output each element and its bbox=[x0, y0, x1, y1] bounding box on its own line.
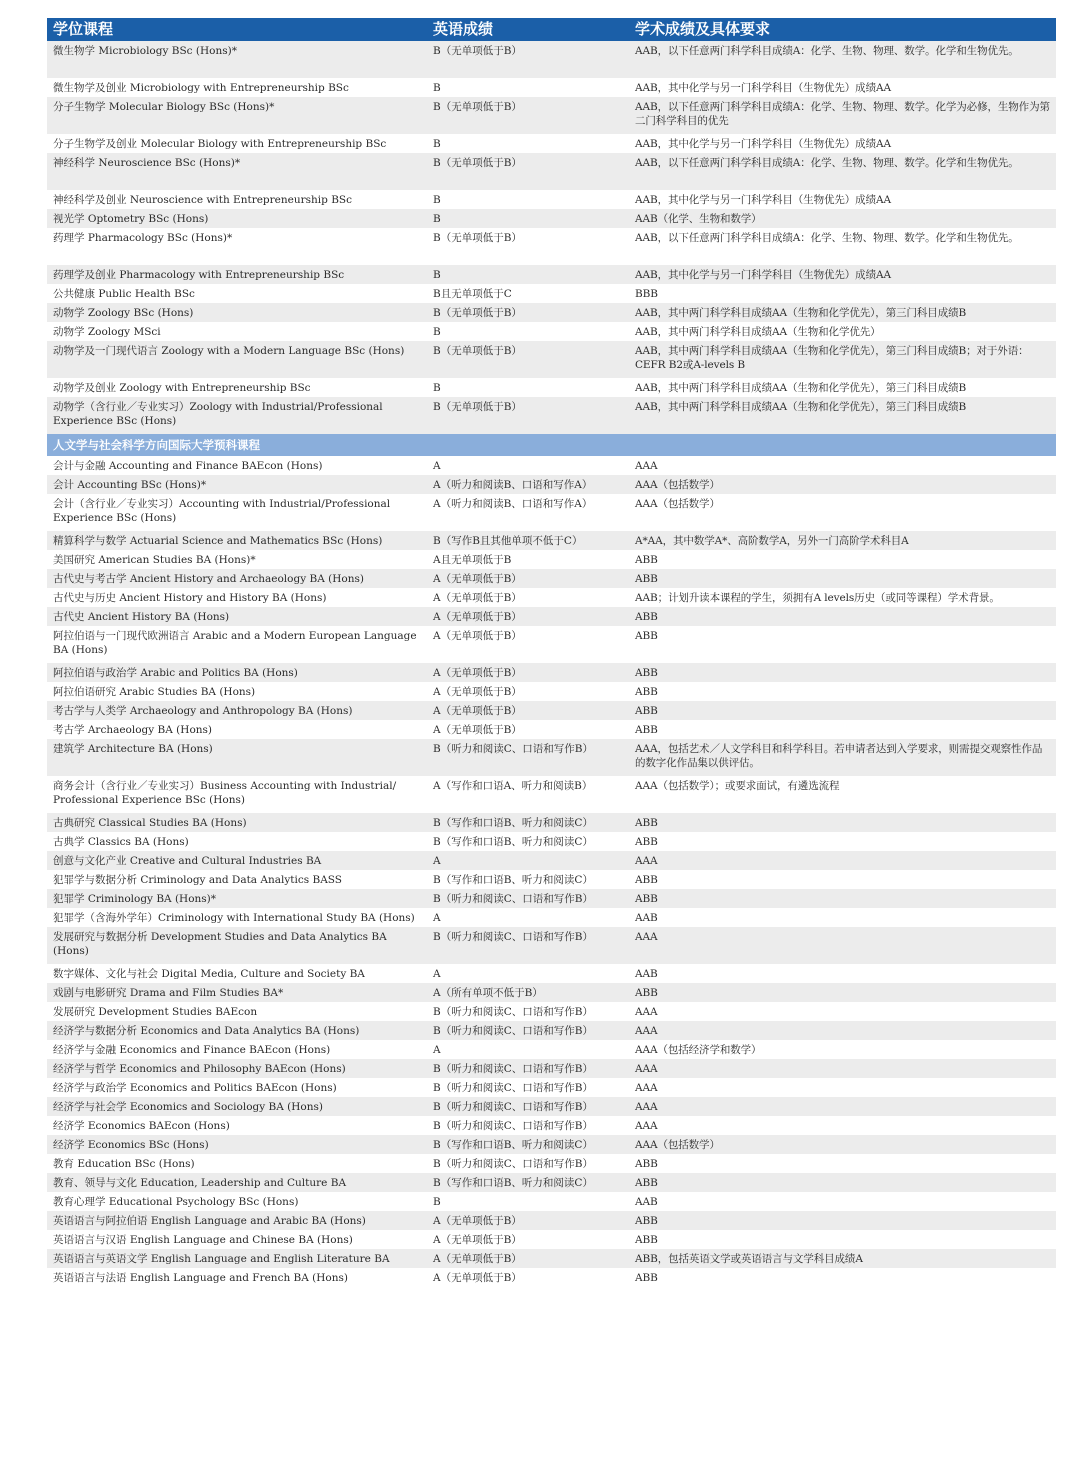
academic-cell: ABB bbox=[635, 686, 658, 698]
program-cell: 分子生物学及创业 Molecular Biology with Entrepreneurship BSc bbox=[53, 138, 387, 150]
table-row bbox=[47, 682, 1056, 701]
program-cell: 发展研究 Development Studies BAEcon bbox=[53, 1006, 258, 1018]
table-row bbox=[47, 832, 1056, 851]
english-cell: B（听力和阅读C、口语和写作B） bbox=[427, 889, 629, 908]
program-cell: 经济学与哲学 Economics and Philosophy BAEcon (Hons) bbox=[47, 1059, 427, 1078]
table-row bbox=[47, 870, 1056, 889]
table-row bbox=[47, 397, 1056, 434]
program-cell: 犯罪学 Criminology BA (Hons)* bbox=[47, 889, 427, 908]
english-cell: A且无单项低于B bbox=[433, 554, 512, 566]
program-cell: 微生物学 Microbiology BSc (Hons)* bbox=[47, 41, 427, 78]
program-cell: 古典学 Classics BA (Hons) bbox=[53, 836, 189, 848]
academic-cell: AAB，其中两门科学科目成绩AA（生物和化学优先），第三门科目成绩B bbox=[635, 382, 967, 394]
table-row bbox=[47, 908, 1056, 927]
table-row bbox=[47, 1135, 1056, 1154]
academic-cell: AAB，其中两门科学科目成绩AA（生物和化学优先），第三门科目成绩B bbox=[629, 303, 1056, 322]
table-row bbox=[47, 701, 1056, 720]
english-cell: B（写作和口语B、听力和阅读C） bbox=[427, 813, 629, 832]
academic-cell: AAB（化学、生物和数学） bbox=[629, 209, 1056, 228]
english-cell: A（听力和阅读B、口语和写作A） bbox=[427, 475, 629, 494]
table-row bbox=[47, 1211, 1056, 1230]
table-row bbox=[47, 341, 1056, 378]
table-row bbox=[47, 456, 1056, 475]
program-cell: 神经科学 Neuroscience BSc (Hons)* bbox=[47, 153, 427, 190]
english-cell: A（无单项低于B） bbox=[427, 663, 629, 682]
english-cell: B（听力和阅读C、口语和写作B） bbox=[427, 1021, 629, 1040]
program-cell: 教育心理学 Educational Psychology BSc (Hons) bbox=[53, 1196, 299, 1208]
academic-cell: AAA bbox=[635, 1120, 658, 1132]
academic-cell: AAB，以下任意两门科学科目成绩A：化学、生物、物理、数学。化学和生物优先。 bbox=[635, 232, 1019, 244]
academic-cell: ABB bbox=[635, 724, 658, 736]
program-cell: 神经科学及创业 Neuroscience with Entrepreneurship BSc bbox=[53, 194, 352, 206]
program-cell: 药理学 Pharmacology BSc (Hons)* bbox=[53, 232, 233, 244]
program-cell: 考古学 Archaeology BA (Hons) bbox=[53, 724, 213, 736]
program-cell: 发展研究与数据分析 Development Studies and Data Analytics BA (Hons) bbox=[47, 927, 427, 964]
academic-cell: ABB bbox=[635, 836, 658, 848]
academic-cell: AAA bbox=[629, 927, 1056, 964]
program-cell: 阿拉伯语与一门现代欧洲语言 Arabic and a Modern European Language BA (Hons) bbox=[53, 630, 417, 656]
program-cell: 数字媒体、文化与社会 Digital Media, Culture and Society BA bbox=[53, 968, 365, 980]
english-cell: A（所有单项不低于B） bbox=[427, 983, 629, 1002]
academic-cell: ABB bbox=[635, 554, 658, 566]
academic-cell: AAA（包括经济学和数学） bbox=[635, 1044, 762, 1056]
requirements-table bbox=[47, 18, 1056, 1287]
academic-cell: AAB，其中两门科学科目成绩AA（生物和化学优先） bbox=[635, 326, 881, 338]
english-cell: B bbox=[433, 138, 441, 150]
english-cell: B（写作和口语B、听力和阅读C） bbox=[433, 874, 593, 886]
english-cell: B（听力和阅读C、口语和写作B） bbox=[427, 739, 629, 776]
header-program: 学位课程 bbox=[47, 18, 427, 41]
english-cell: B（听力和阅读C、口语和写作B） bbox=[433, 1082, 593, 1094]
program-cell: 英语语言与阿拉伯语 English Language and Arabic BA (Hons) bbox=[47, 1211, 427, 1230]
program-cell: 商务会计（含行业／专业实习）Business Accounting with Industrial/ Professional Experience BSc (Hons) bbox=[53, 780, 397, 806]
academic-cell: ABB bbox=[635, 874, 658, 886]
table-row bbox=[47, 378, 1056, 397]
table-row bbox=[47, 550, 1056, 569]
table-row bbox=[47, 607, 1056, 626]
english-cell: A bbox=[433, 1044, 441, 1056]
table-row bbox=[47, 1116, 1056, 1135]
table-row bbox=[47, 228, 1056, 265]
academic-cell: AAA bbox=[629, 1097, 1056, 1116]
table-row bbox=[47, 1002, 1056, 1021]
english-cell: A bbox=[433, 460, 441, 472]
academic-cell: ABB bbox=[629, 1173, 1056, 1192]
academic-cell: AAB，以下任意两门科学科目成绩A：化学、生物、物理、数学。化学和生物优先。 bbox=[629, 153, 1056, 190]
english-cell: B bbox=[433, 326, 441, 338]
section-title: 人文学与社会科学方向国际大学预科课程 bbox=[47, 434, 1056, 456]
english-cell: B（无单项低于B） bbox=[427, 153, 629, 190]
academic-cell: AAA bbox=[635, 1006, 658, 1018]
program-cell: 经济学与数据分析 Economics and Data Analytics BA (Hons) bbox=[47, 1021, 427, 1040]
program-cell: 阿拉伯语与政治学 Arabic and Politics BA (Hons) bbox=[47, 663, 427, 682]
program-cell: 教育 Education BSc (Hons) bbox=[53, 1158, 195, 1170]
academic-cell: ABB bbox=[629, 1211, 1056, 1230]
program-cell: 动物学及创业 Zoology with Entrepreneurship BSc bbox=[53, 382, 311, 394]
header-english: 英语成绩 bbox=[427, 18, 629, 41]
table-row bbox=[47, 78, 1056, 97]
program-cell: 经济学与金融 Economics and Finance BAEcon (Hons) bbox=[53, 1044, 331, 1056]
table-row bbox=[47, 1078, 1056, 1097]
academic-cell: AAA bbox=[629, 1059, 1056, 1078]
english-cell: A（无单项低于B） bbox=[433, 686, 522, 698]
table-row bbox=[47, 776, 1056, 813]
table-row bbox=[47, 494, 1056, 531]
table-row bbox=[47, 475, 1056, 494]
table-row bbox=[47, 889, 1056, 908]
program-cell: 阿拉伯语研究 Arabic Studies BA (Hons) bbox=[53, 686, 256, 698]
english-cell: B（听力和阅读C、口语和写作B） bbox=[433, 1006, 593, 1018]
table-row bbox=[47, 303, 1056, 322]
english-cell: B（写作和口语B、听力和阅读C） bbox=[427, 1135, 629, 1154]
table-row bbox=[47, 1059, 1056, 1078]
program-cell: 微生物学及创业 Microbiology with Entrepreneurship BSc bbox=[53, 82, 349, 94]
program-cell: 建筑学 Architecture BA (Hons) bbox=[47, 739, 427, 776]
table-row bbox=[47, 851, 1056, 870]
academic-cell: AAB bbox=[635, 912, 658, 924]
english-cell: B（写作和口语B、听力和阅读C） bbox=[427, 1173, 629, 1192]
academic-cell: BBB bbox=[635, 288, 658, 300]
table-row bbox=[47, 1097, 1056, 1116]
english-cell: B（听力和阅读C、口语和写作B） bbox=[427, 927, 629, 964]
academic-cell: ABB bbox=[629, 813, 1056, 832]
academic-cell: AAA bbox=[629, 851, 1056, 870]
program-cell: 公共健康 Public Health BSc bbox=[53, 288, 195, 300]
program-cell: 古代史与历史 Ancient History and History BA (Hons) bbox=[53, 592, 327, 604]
program-cell: 犯罪学与数据分析 Criminology and Data Analytics BASS bbox=[53, 874, 342, 886]
program-cell: 考古学与人类学 Archaeology and Anthropology BA (Hons) bbox=[47, 701, 427, 720]
program-cell: 会计与金融 Accounting and Finance BAEcon (Hons) bbox=[53, 460, 323, 472]
program-cell: 经济学与社会学 Economics and Sociology BA (Hons) bbox=[47, 1097, 427, 1116]
program-cell: 美国研究 American Studies BA (Hons)* bbox=[53, 554, 256, 566]
academic-cell: AAB，其中两门科学科目成绩AA（生物和化学优先），第三门科目成绩B bbox=[629, 397, 1056, 434]
table-row bbox=[47, 1040, 1056, 1059]
english-cell: B bbox=[433, 82, 441, 94]
program-cell: 分子生物学 Molecular Biology BSc (Hons)* bbox=[47, 97, 427, 134]
academic-cell: ABB bbox=[629, 607, 1056, 626]
academic-cell: AAB，其中化学与另一门科学科目（生物优先）成绩AA bbox=[635, 82, 891, 94]
table-row bbox=[47, 209, 1056, 228]
program-cell: 教育、领导与文化 Education, Leadership and Culture BA bbox=[47, 1173, 427, 1192]
academic-cell: ABB bbox=[629, 983, 1056, 1002]
table-row bbox=[47, 739, 1056, 776]
table-row bbox=[47, 588, 1056, 607]
english-cell: B（听力和阅读C、口语和写作B） bbox=[427, 1059, 629, 1078]
table-row bbox=[47, 190, 1056, 209]
table-row bbox=[47, 983, 1056, 1002]
academic-cell: AAA（包括数学） bbox=[629, 1135, 1056, 1154]
academic-cell: AAB，以下任意两门科学科目成绩A：化学、生物、物理、数学。化学为必修，生物作为第二门科学科目的优先 bbox=[629, 97, 1056, 134]
english-cell: B bbox=[427, 209, 629, 228]
academic-cell: AAA（包括数学） bbox=[635, 498, 720, 510]
english-cell: A bbox=[433, 912, 441, 924]
table-row bbox=[47, 927, 1056, 964]
program-cell: 动物学 Zoology BSc (Hons) bbox=[47, 303, 427, 322]
table-row bbox=[47, 1192, 1056, 1211]
table-row bbox=[47, 1230, 1056, 1249]
academic-cell: AAA bbox=[635, 1082, 658, 1094]
table-row bbox=[47, 1021, 1056, 1040]
english-cell: A（无单项低于B） bbox=[427, 569, 629, 588]
table-row bbox=[47, 265, 1056, 284]
table-row bbox=[47, 322, 1056, 341]
academic-cell: AAB bbox=[635, 1196, 658, 1208]
table-row bbox=[47, 531, 1056, 550]
program-cell: 视光学 Optometry BSc (Hons) bbox=[47, 209, 427, 228]
program-cell: 药理学及创业 Pharmacology with Entrepreneurship BSc bbox=[47, 265, 427, 284]
english-cell: B bbox=[433, 382, 441, 394]
program-cell: 犯罪学（含海外学年）Criminology with International Study BA (Hons) bbox=[53, 912, 415, 924]
english-cell: A（无单项低于B） bbox=[427, 701, 629, 720]
academic-cell: ABB bbox=[629, 889, 1056, 908]
program-cell: 经济学与政治学 Economics and Politics BAEcon (Hons) bbox=[53, 1082, 337, 1094]
table-row bbox=[47, 97, 1056, 134]
english-cell: B（无单项低于B） bbox=[427, 341, 629, 378]
table-body bbox=[47, 41, 1056, 1287]
english-cell: B（写作和口语B、听力和阅读C） bbox=[433, 836, 593, 848]
table-row bbox=[47, 284, 1056, 303]
admission-requirements-table bbox=[47, 18, 1056, 1287]
program-cell: 动物学（含行业／专业实习）Zoology with Industrial/Professional Experience BSc (Hons) bbox=[47, 397, 427, 434]
program-cell: 古典研究 Classical Studies BA (Hons) bbox=[47, 813, 427, 832]
academic-cell: AAB；计划升读本课程的学生，须拥有A levels历史（或同等课程）学术背景。 bbox=[635, 592, 1000, 604]
program-cell: 英语语言与汉语 English Language and Chinese BA (Hons) bbox=[53, 1234, 353, 1246]
program-cell: 英语语言与英语文学 English Language and English Literature BA bbox=[47, 1249, 427, 1268]
academic-cell: AAA bbox=[629, 1021, 1056, 1040]
program-cell: 英语语言与法语 English Language and French BA (Hons) bbox=[53, 1272, 349, 1284]
english-cell: A bbox=[427, 851, 629, 870]
header-academic: 学术成绩及具体要求 bbox=[629, 18, 1056, 41]
academic-cell: ABB bbox=[635, 1158, 658, 1170]
english-cell: B（无单项低于B） bbox=[427, 41, 629, 78]
academic-cell: ABB bbox=[629, 569, 1056, 588]
program-cell: 戏剧与电影研究 Drama and Film Studies BA* bbox=[47, 983, 427, 1002]
table-row bbox=[47, 153, 1056, 190]
english-cell: A（无单项低于B） bbox=[427, 1211, 629, 1230]
academic-cell: AAA，包括艺术／人文学科目和科学科目。若申请者达到入学要求，则需提交观察性作品的数字化作品集以供评估。 bbox=[629, 739, 1056, 776]
academic-cell: AAB，其中化学与另一门科学科目（生物优先）成绩AA bbox=[635, 138, 891, 150]
academic-cell: AAB，其中化学与另一门科学科目（生物优先）成绩AA bbox=[635, 194, 891, 206]
english-cell: A（听力和阅读B、口语和写作A） bbox=[433, 498, 593, 510]
academic-cell: ABB bbox=[629, 663, 1056, 682]
academic-cell: AAB，以下任意两门科学科目成绩A：化学、生物、物理、数学。化学和生物优先。 bbox=[629, 41, 1056, 78]
academic-cell: ABB bbox=[635, 630, 658, 642]
academic-cell: AAB bbox=[635, 968, 658, 980]
program-cell: 动物学及一门现代语言 Zoology with a Modern Language BSc (Hons) bbox=[47, 341, 427, 378]
english-cell: B（听力和阅读C、口语和写作B） bbox=[433, 1158, 593, 1170]
academic-cell: ABB bbox=[635, 1234, 658, 1246]
program-cell: 古代史 Ancient History BA (Hons) bbox=[47, 607, 427, 626]
section-header-row bbox=[47, 434, 1056, 456]
english-cell: A（无单项低于B） bbox=[433, 724, 522, 736]
english-cell: A（无单项低于B） bbox=[433, 592, 522, 604]
table-row bbox=[47, 813, 1056, 832]
table-row bbox=[47, 41, 1056, 78]
table-row bbox=[47, 1154, 1056, 1173]
table-row bbox=[47, 964, 1056, 983]
table-row bbox=[47, 1249, 1056, 1268]
program-cell: 创意与文化产业 Creative and Cultural Industries BA bbox=[47, 851, 427, 870]
table-row bbox=[47, 1173, 1056, 1192]
academic-cell: A*AA，其中数学A*、高阶数学A，另外一门高阶学术科目A bbox=[629, 531, 1056, 550]
english-cell: B（无单项低于B） bbox=[427, 397, 629, 434]
english-cell: B bbox=[427, 265, 629, 284]
table-row bbox=[47, 134, 1056, 153]
academic-cell: AAB，其中两门科学科目成绩AA（生物和化学优先），第三门科目成绩B；对于外语：CEFR B2或A-levels B bbox=[629, 341, 1056, 378]
table-row bbox=[47, 569, 1056, 588]
english-cell: A（无单项低于B） bbox=[433, 1272, 522, 1284]
english-cell: A（无单项低于B） bbox=[433, 1234, 522, 1246]
english-cell: A（无单项低于B） bbox=[433, 630, 522, 642]
table-row bbox=[47, 626, 1056, 663]
english-cell: B（无单项低于B） bbox=[427, 303, 629, 322]
academic-cell: AAA（包括数学）；或要求面试，有遴选流程 bbox=[635, 780, 840, 792]
english-cell: A bbox=[433, 968, 441, 980]
english-cell: B（无单项低于B） bbox=[433, 232, 522, 244]
english-cell: A（无单项低于B） bbox=[427, 607, 629, 626]
english-cell: B（写作B且其他单项不低于C） bbox=[427, 531, 629, 550]
program-cell: 精算科学与数学 Actuarial Science and Mathematics BSc (Hons) bbox=[47, 531, 427, 550]
program-cell: 动物学 Zoology MSci bbox=[53, 326, 161, 338]
program-cell: 会计 Accounting BSc (Hons)* bbox=[47, 475, 427, 494]
program-cell: 经济学 Economics BSc (Hons) bbox=[47, 1135, 427, 1154]
table-header-row bbox=[47, 18, 1056, 41]
english-cell: B bbox=[433, 1196, 441, 1208]
english-cell: B（无单项低于B） bbox=[427, 97, 629, 134]
academic-cell: AAB，其中化学与另一门科学科目（生物优先）成绩AA bbox=[629, 265, 1056, 284]
academic-cell: ABB bbox=[629, 701, 1056, 720]
english-cell: B且无单项低于C bbox=[433, 288, 512, 300]
table-row bbox=[47, 663, 1056, 682]
english-cell: B（听力和阅读C、口语和写作B） bbox=[427, 1097, 629, 1116]
program-cell: 会计（含行业／专业实习）Accounting with Industrial/Professional Experience BSc (Hons) bbox=[53, 498, 391, 524]
english-cell: A（写作和口语A、听力和阅读B） bbox=[433, 780, 593, 792]
academic-cell: ABB，包括英语文学或英语语言与文学科目成绩A bbox=[629, 1249, 1056, 1268]
academic-cell: AAA（包括数学） bbox=[629, 475, 1056, 494]
english-cell: B（听力和阅读C、口语和写作B） bbox=[433, 1120, 593, 1132]
table-row bbox=[47, 1268, 1056, 1287]
academic-cell: ABB bbox=[635, 1272, 658, 1284]
english-cell: B bbox=[433, 194, 441, 206]
academic-cell: AAA bbox=[635, 460, 658, 472]
program-cell: 经济学 Economics BAEcon (Hons) bbox=[53, 1120, 230, 1132]
program-cell: 古代史与考古学 Ancient History and Archaeology BA (Hons) bbox=[47, 569, 427, 588]
table-row bbox=[47, 720, 1056, 739]
english-cell: A（无单项低于B） bbox=[427, 1249, 629, 1268]
